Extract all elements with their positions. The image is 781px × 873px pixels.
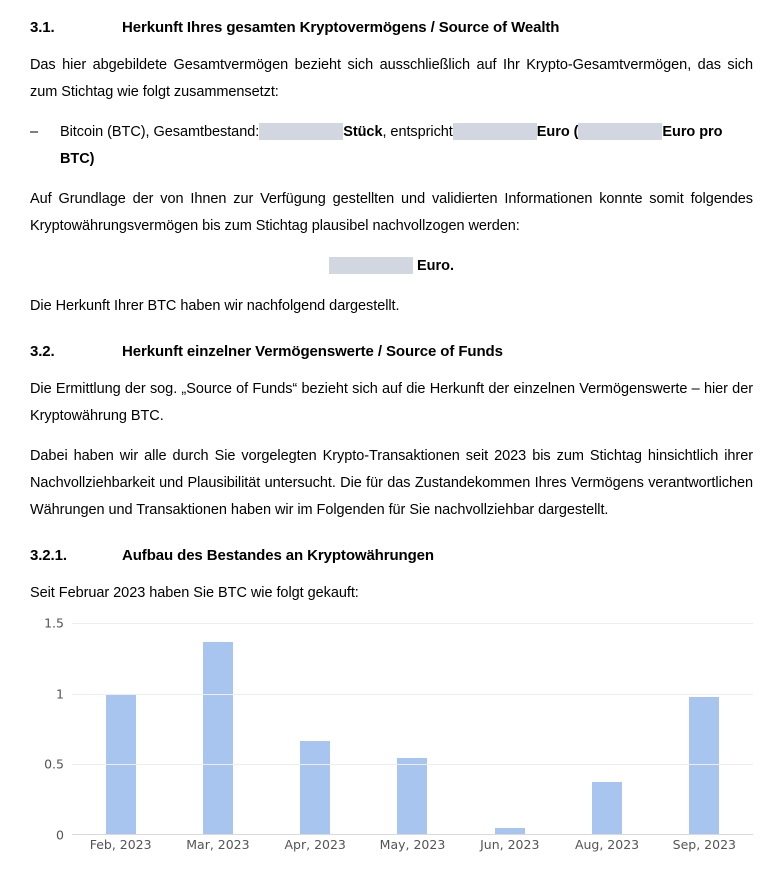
heading-3-1-number: 3.1. xyxy=(30,19,55,36)
chart-bars xyxy=(72,623,753,834)
paragraph-3-2-definition: Die Ermittlung der sog. „Source of Funds“ bezieht sich auf die Herkunft der einzelnen Vermögenswerte – hier der Kryptowährung BTC. xyxy=(30,381,753,424)
heading-3-2-1-number: 3.2.1. xyxy=(30,547,67,564)
chart-plot-area xyxy=(72,623,753,835)
chart-gridline xyxy=(72,623,753,624)
unit-stueck: Stück xyxy=(343,124,383,140)
redacted-quantity xyxy=(259,123,343,140)
heading-3-2-title: Herkunft einzelner Vermögenswerte / Source of Funds xyxy=(122,343,503,360)
chart-bar[interactable] xyxy=(495,828,525,834)
bullet-label-holdings: Bitcoin (BTC), Gesamtbestand: xyxy=(60,124,260,140)
redacted-euro-value xyxy=(453,123,537,140)
heading-3-2-number: 3.2. xyxy=(30,343,55,360)
chart-x-tick: Jun, 2023 xyxy=(480,837,540,852)
bullet-dash: – xyxy=(30,124,39,140)
redacted-total-value xyxy=(329,257,413,274)
btc-purchases-chart xyxy=(30,615,753,873)
heading-3-1-title: Herkunft Ihres gesamten Kryptovermögens / Source of Wealth xyxy=(122,19,560,36)
chart-x-tick: Mar, 2023 xyxy=(186,837,250,852)
chart-x-axis-labels xyxy=(72,837,753,852)
paragraph-3-2-analysis: Dabei haben wir alle durch Sie vorgelegten Krypto-Transaktionen seit 2023 bis zum Stichtag hinsichtlich ihrer Nachvollziehbarkeit und Plausibilität untersucht. Die für das Zustandekommen Ihres Vermögens verantwortlichen Währungen und Transaktionen haben wir im Folgenden für Sie nachvollziehbar dargestellt. xyxy=(30,448,753,518)
chart-x-tick: Feb, 2023 xyxy=(89,837,152,852)
heading-3-2 xyxy=(30,342,753,362)
chart-gridline xyxy=(72,694,753,695)
label-per-btc: pro BTC) xyxy=(60,124,723,167)
chart-bar[interactable] xyxy=(203,642,233,834)
chart-x-tick: Sep, 2023 xyxy=(672,837,736,852)
chart-bar-column xyxy=(461,623,558,834)
label-euro-open: Euro ( xyxy=(536,124,579,140)
chart-y-tick: 0.5 xyxy=(44,756,64,772)
chart-bar-column xyxy=(72,623,169,834)
chart-bar-column xyxy=(656,623,753,834)
bullet-bitcoin-holdings xyxy=(30,119,753,173)
chart-y-axis xyxy=(30,615,72,843)
chart-gridline xyxy=(72,764,753,765)
chart-x-tick: Aug, 2023 xyxy=(574,837,640,852)
heading-3-2-1 xyxy=(30,546,753,566)
bullet-text xyxy=(60,119,753,173)
paragraph-3-2-1-intro: Seit Februar 2023 haben Sie BTC wie folgt gekauft: xyxy=(30,585,359,601)
total-wealth-line xyxy=(30,253,753,280)
chart-x-tick: May, 2023 xyxy=(379,837,446,852)
paragraph-3-1-intro: Das hier abgebildete Gesamtvermögen bezieht sich ausschließlich auf Ihr Krypto-Gesamtvermögen, das sich zum Stichtag wie folgt zusammensetzt: xyxy=(30,57,753,100)
paragraph-3-1-basis: Auf Grundlage der von Ihnen zur Verfügung gestellten und validierten Informationen konnte somit folgendes Kryptowährungsvermögen bis zum Stichtag plausibel nachvollzogen werden: xyxy=(30,191,753,234)
chart-y-tick: 0 xyxy=(56,827,64,843)
total-euro-label: Euro. xyxy=(416,258,455,274)
bullet-entspricht: , entspricht xyxy=(382,124,453,140)
chart-bar-column xyxy=(267,623,364,834)
chart-bar-column xyxy=(364,623,461,834)
chart-bar-column xyxy=(169,623,266,834)
redacted-euro-rate xyxy=(578,123,662,140)
paragraph-3-1-origin: Die Herkunft Ihrer BTC haben wir nachfolgend dargestellt. xyxy=(30,298,400,314)
chart-x-axis-line xyxy=(72,834,753,835)
heading-3-2-1-title: Aufbau des Bestandes an Kryptowährungen xyxy=(122,547,434,564)
chart-bar[interactable] xyxy=(689,697,719,834)
chart-bar[interactable] xyxy=(300,741,330,834)
label-euro: Euro xyxy=(662,124,696,140)
chart-x-tick: Apr, 2023 xyxy=(284,837,346,852)
chart-canvas xyxy=(30,615,753,873)
chart-bar[interactable] xyxy=(592,782,622,834)
chart-bar[interactable] xyxy=(397,758,427,834)
chart-bar-column xyxy=(558,623,655,834)
chart-y-tick: 1.5 xyxy=(44,615,64,631)
heading-3-1 xyxy=(30,18,753,38)
chart-y-tick: 1 xyxy=(56,686,64,702)
